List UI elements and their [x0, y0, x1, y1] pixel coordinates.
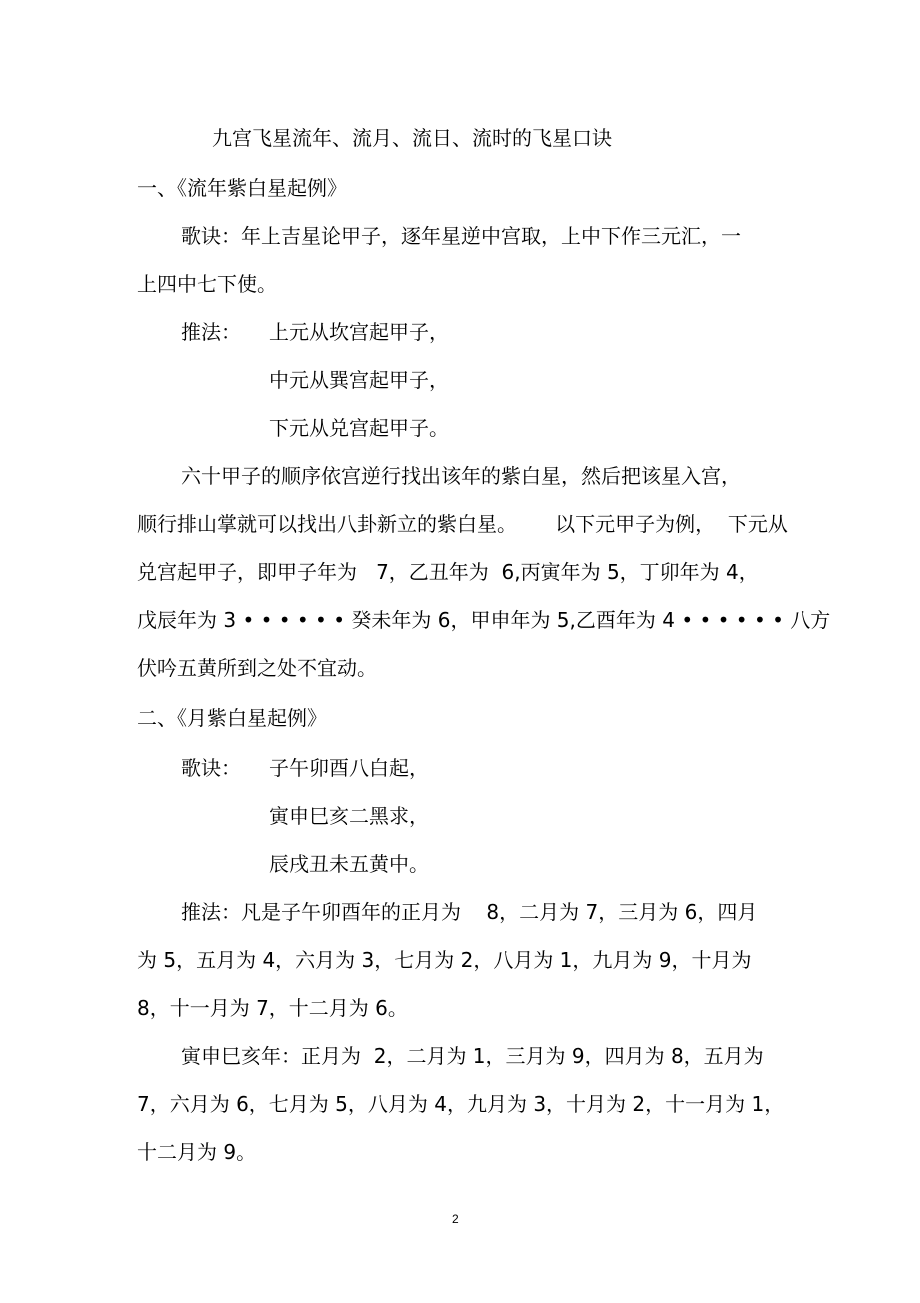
- section-2-yinshen-line: 寅申巳亥年：正月为 2，二月为 1，三月为 9，四月为 8，五月为: [181, 1044, 764, 1068]
- section-2-tuifa-line: 8，十一月为 7，十二月为 6。: [137, 996, 408, 1020]
- section-1-geju-line: 歌诀：年上吉星论甲子，逐年星逆中宫取，上中下作三元汇，一: [181, 224, 741, 248]
- section-2-tuifa-line: 为 5，五月为 4，六月为 3，七月为 2，八月为 1，九月为 9，十月为: [137, 948, 752, 972]
- section-2-geju-line: 辰戌丑未五黄中。: [269, 852, 429, 876]
- section-1-tuifa-label: 推法：: [181, 320, 241, 344]
- section-2-yinshen-line: 7，六月为 6，七月为 5，八月为 4，九月为 3，十月为 2，十一月为 1，: [137, 1092, 785, 1116]
- section-1-tuifa-line: 下元从兑宫起甲子。: [269, 416, 449, 440]
- section-1-paragraph-line: 戊辰年为 3 • • • • • • 癸未年为 6，甲申年为 5,乙酉年为 4 • • • • • • 八方: [137, 608, 831, 632]
- section-1-tuifa-line: 上元从坎宫起甲子，: [269, 320, 449, 344]
- section-1-paragraph-line: 伏吟五黄所到之处不宜动。: [137, 656, 377, 680]
- section-2-heading: 二、《月紫白星起例》: [137, 706, 327, 730]
- section-2-geju-label: 歌诀：: [181, 756, 241, 780]
- section-2-tuifa-line: 推法：凡是子午卯酉年的正月为 8，二月为 7，三月为 6，四月: [181, 900, 758, 924]
- section-2-yinshen-line: 十二月为 9。: [137, 1140, 257, 1164]
- section-1-heading: 一、《流年紫白星起例》: [137, 176, 347, 200]
- section-1-geju-line: 上四中七下使。: [137, 272, 277, 296]
- section-1-tuifa-line: 中元从巽宫起甲子，: [269, 368, 449, 392]
- section-1-paragraph-line: 顺行排山掌就可以找出八卦新立的紫白星。 以下元甲子为例， 下元从: [137, 512, 788, 536]
- section-2-geju-line: 寅申巳亥二黑求，: [269, 804, 429, 828]
- page-number: 2: [452, 1212, 459, 1226]
- section-2-geju-line: 子午卯酉八白起，: [269, 756, 429, 780]
- section-1-paragraph-line: 兑宫起甲子，即甲子年为 7，乙丑年为 6,丙寅年为 5，丁卯年为 4，: [137, 560, 759, 584]
- page-title: 九宫飞星流年、流月、流日、流时的飞星口诀: [212, 126, 612, 150]
- section-1-paragraph-line: 六十甲子的顺序依宫逆行找出该年的紫白星，然后把该星入宫，: [181, 464, 741, 488]
